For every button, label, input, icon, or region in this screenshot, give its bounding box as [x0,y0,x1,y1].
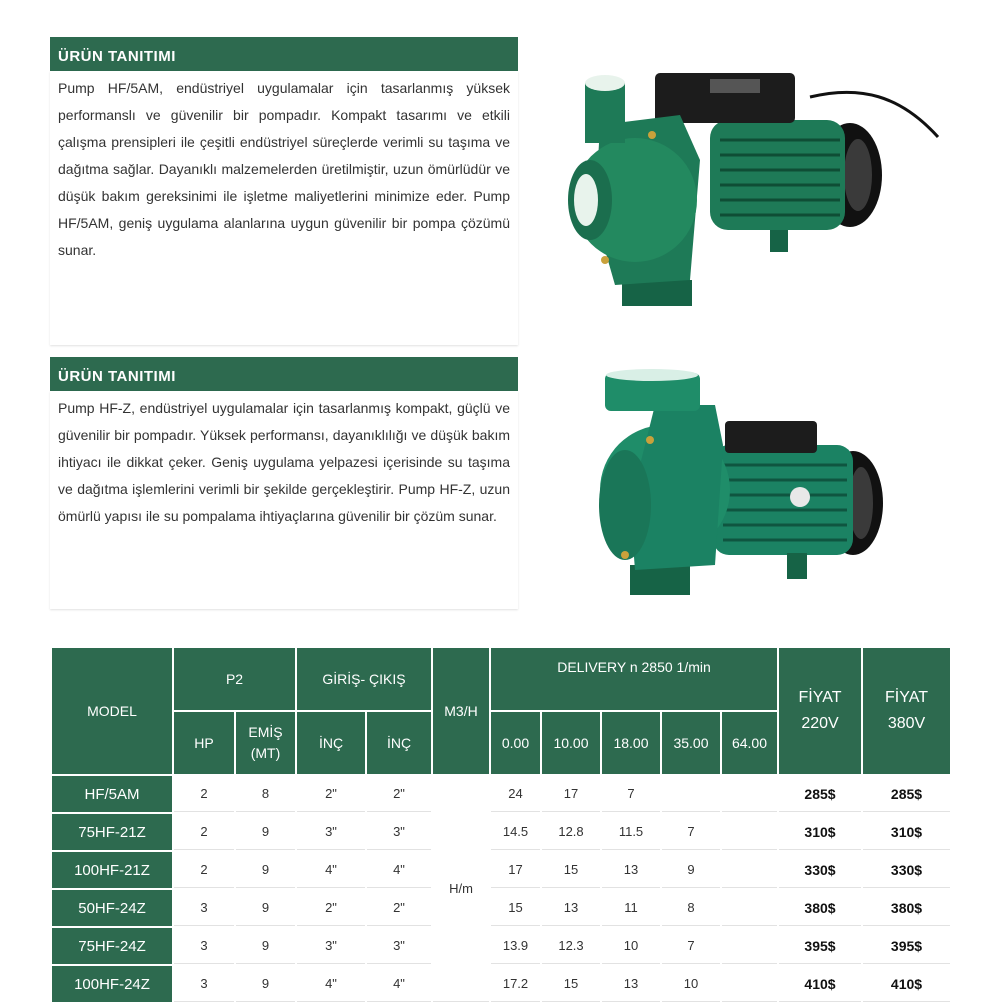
row-flow-35: 7 [662,814,720,850]
row-price-220: 410$ [779,966,861,1002]
row-flow-18: 11.5 [602,814,660,850]
row-flow-18: 13 [602,966,660,1002]
table-row [52,966,950,1002]
row-hp: 3 [174,890,234,926]
row-flow-0: 15 [491,890,540,926]
intro-title: ÜRÜN TANITIMI [50,357,518,391]
row-model: 75HF-24Z [52,928,172,964]
row-price-220: 380$ [779,890,861,926]
row-outlet: 4" [367,966,431,1002]
row-flow-35: 10 [662,966,720,1002]
table-row [52,890,950,926]
row-inlet: 3" [297,814,365,850]
table-row [52,814,950,850]
row-price-380: 410$ [863,966,950,1002]
row-flow-0: 17 [491,852,540,888]
pump-hf5am-image [560,65,945,310]
row-flow-10: 12.8 [542,814,600,850]
row-outlet: 2" [367,890,431,926]
row-price-220: 395$ [779,928,861,964]
table-row [52,776,950,812]
row-hp: 2 [174,852,234,888]
header-flow-10: 10.00 [542,712,600,774]
header-model: MODEL [52,648,172,774]
header-suction: EMİŞ (MT) [236,712,295,774]
specs-table [50,646,952,1004]
row-price-380: 285$ [863,776,950,812]
row-flow-10: 17 [542,776,600,812]
row-flow-18: 13 [602,852,660,888]
header-flow-0: 0.00 [491,712,540,774]
row-flow-0: 24 [491,776,540,812]
table-row [52,928,950,964]
header-price-380: FİYAT 380V [863,648,950,774]
row-flow-10: 15 [542,852,600,888]
row-flow-35 [662,776,720,812]
row-price-380: 330$ [863,852,950,888]
row-suction: 9 [236,928,295,964]
row-flow-35: 8 [662,890,720,926]
row-outlet: 4" [367,852,431,888]
intro-description: Pump HF-Z, endüstriyel uygulamalar için tasarlanmış kompakt, güçlü ve güvenilir bir pompadır. Yüksek performansı, dayanıklılığı ve düşük bakım ihtiyacı ile dikkat çeker. Geniş uygulama yelpazesi içerisinde su taşıma ve dağıtma işlemlerini verimli bir şekilde gerçekleştirir. Pump HF-Z, uzun ömürlü yapısı ile su pompalama ihtiyaçlarına güvenilir bir çözüm sunar. [50,391,518,609]
row-flow-35: 7 [662,928,720,964]
row-flow-0: 17.2 [491,966,540,1002]
row-flow-10: 15 [542,966,600,1002]
row-outlet: 3" [367,928,431,964]
header-m3h: M3/H [433,648,489,774]
row-flow-18: 10 [602,928,660,964]
row-model: 100HF-24Z [52,966,172,1002]
row-price-380: 395$ [863,928,950,964]
header-inch-out: İNÇ [367,712,431,774]
row-price-380: 310$ [863,814,950,850]
header-delivery: DELIVERY n 2850 1/min [491,648,777,710]
row-flow-0: 14.5 [491,814,540,850]
row-flow-64 [722,928,777,964]
row-model: 100HF-21Z [52,852,172,888]
row-price-220: 310$ [779,814,861,850]
row-hp: 3 [174,928,234,964]
row-flow-10: 12.3 [542,928,600,964]
header-flow-64: 64.00 [722,712,777,774]
row-flow-18: 7 [602,776,660,812]
row-inlet: 3" [297,928,365,964]
row-inlet: 4" [297,852,365,888]
header-flow-18: 18.00 [602,712,660,774]
row-flow-0: 13.9 [491,928,540,964]
header-hp: HP [174,712,234,774]
row-outlet: 3" [367,814,431,850]
row-flow-64 [722,814,777,850]
row-suction: 9 [236,814,295,850]
row-inlet: 2" [297,890,365,926]
row-flow-64 [722,966,777,1002]
row-model: 75HF-21Z [52,814,172,850]
product-intro-1 [50,37,518,345]
row-hp: 2 [174,814,234,850]
row-suction: 8 [236,776,295,812]
row-unit: H/m [433,776,489,1002]
row-price-220: 330$ [779,852,861,888]
row-price-220: 285$ [779,776,861,812]
pump-hfz-image [595,365,895,600]
intro-title: ÜRÜN TANITIMI [50,37,518,71]
table-row [52,852,950,888]
row-suction: 9 [236,890,295,926]
row-hp: 3 [174,966,234,1002]
header-inch-in: İNÇ [297,712,365,774]
header-p2: P2 [174,648,295,710]
row-price-380: 380$ [863,890,950,926]
row-inlet: 4" [297,966,365,1002]
header-flow-35: 35.00 [662,712,720,774]
header-price-220: FİYAT 220V [779,648,861,774]
row-hp: 2 [174,776,234,812]
row-flow-64 [722,776,777,812]
row-model: HF/5AM [52,776,172,812]
row-flow-64 [722,852,777,888]
intro-description: Pump HF/5AM, endüstriyel uygulamalar için tasarlanmış yüksek performanslı ve güvenilir bir pompadır. Kompakt tasarımı ve etkili çalışma prensipleri ile çeşitli endüstriyel süreçlerde verimli su taşıma ve dağıtma sağlar. Dayanıklı malzemelerden üretilmiştir, uzun ömürlüdür ve düşük bakım gereksinimi ile işletme maliyetlerini minimize eder. Pump HF/5AM, geniş uygulama alanlarına uygun güvenilir bir pompa çözümü sunar. [50,71,518,345]
row-flow-64 [722,890,777,926]
row-flow-18: 11 [602,890,660,926]
row-flow-35: 9 [662,852,720,888]
row-flow-10: 13 [542,890,600,926]
row-suction: 9 [236,852,295,888]
row-suction: 9 [236,966,295,1002]
row-model: 50HF-24Z [52,890,172,926]
row-outlet: 2" [367,776,431,812]
row-inlet: 2" [297,776,365,812]
header-inlet-outlet: GİRİŞ- ÇIKIŞ [297,648,431,710]
product-intro-2 [50,357,518,609]
